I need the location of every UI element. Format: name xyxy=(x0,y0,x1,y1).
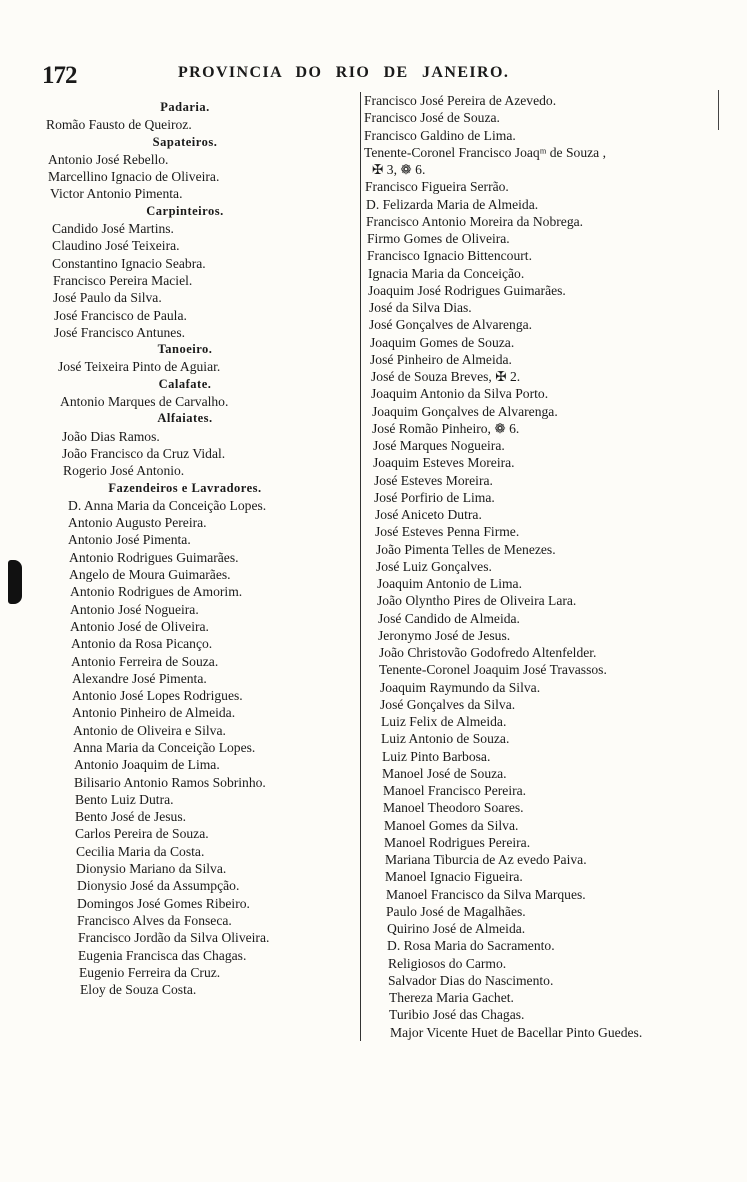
list-item: Antonio Rodrigues de Amorim. xyxy=(70,584,243,600)
list-item: Manoel Francisco da Silva Marques. xyxy=(386,886,586,902)
list-item: Antonio Ferreira de Souza. xyxy=(71,653,219,669)
list-item: Marcellino Ignacio de Oliveira. xyxy=(48,169,220,185)
list-item: Carlos Pereira de Souza. xyxy=(75,826,209,842)
list-item: João Francisco da Cruz Vidal. xyxy=(62,445,226,461)
list-item: Mariana Tiburcia de Az evedo Paiva. xyxy=(385,852,587,867)
list-item: Antonio Rodrigues Guimarães. xyxy=(69,549,239,565)
list-item: Dionysio José da Assumpção. xyxy=(77,878,240,894)
list-item: Domingos José Gomes Ribeiro. xyxy=(77,895,250,911)
list-item: Manoel Ignacio Figueira. xyxy=(385,869,523,885)
list-item: Antonio José Rebello. xyxy=(48,151,169,167)
list-item: Joaquim Gomes de Souza. xyxy=(370,334,515,350)
list-item: Antonio José Nogueira. xyxy=(70,601,199,617)
list-item: Firmo Gomes de Oliveira. xyxy=(367,231,510,246)
list-item: Quirino José de Almeida. xyxy=(387,921,526,936)
list-item: João Pimenta Telles de Menezes. xyxy=(376,541,556,557)
list-item: Angelo de Moura Guimarães. xyxy=(69,567,231,583)
left-column xyxy=(40,99,330,998)
section-heading: Fazendeiros e Lavradores. xyxy=(108,480,262,495)
section-heading: Alfaiates. xyxy=(157,411,213,426)
list-item: José Esteves Moreira. xyxy=(374,472,493,488)
list-item: Joaquim Raymundo da Silva. xyxy=(380,679,541,695)
list-item: Cecilia Maria da Costa. xyxy=(76,843,205,859)
list-item: Joaquim Antonio de Lima. xyxy=(377,576,522,591)
list-item: Antonio Pinheiro de Almeida. xyxy=(72,705,236,721)
list-item: José Porfirio de Lima. xyxy=(374,489,495,505)
list-item: Alexandre José Pimenta. xyxy=(72,670,207,686)
list-item: Eloy de Souza Costa. xyxy=(80,982,197,998)
list-item: Romão Fausto de Queiroz. xyxy=(46,117,192,133)
list-item: Tenente-Coronel Joaquim José Travassos. xyxy=(379,662,607,678)
list-item: Antonio José de Oliveira. xyxy=(70,618,209,634)
list-item: José Paulo da Silva. xyxy=(53,290,162,306)
list-item: Rogerio José Antonio. xyxy=(63,463,185,479)
list-item: Antonio Marques de Carvalho. xyxy=(60,394,229,410)
section-heading: Tanoeiro. xyxy=(157,342,213,357)
list-item: Jeronymo José de Jesus. xyxy=(378,627,511,643)
list-item: José da Silva Dias. xyxy=(369,300,472,315)
list-item: Eugenio Ferreira da Cruz. xyxy=(79,964,221,980)
list-item: Religiosos do Carmo. xyxy=(388,955,507,971)
list-item: João Olyntho Pires de Oliveira Lara. xyxy=(377,593,577,609)
list-item: Luiz Antonio de Souza. xyxy=(381,731,510,747)
list-item: Manoel Theodoro Soares. xyxy=(383,800,524,816)
list-item: Manoel Gomes da Silva. xyxy=(384,817,519,833)
list-item: Francisco Galdino de Lima. xyxy=(364,127,516,143)
list-item: Francisco Pereira Maciel. xyxy=(53,272,193,288)
section-heading: Carpinteiros. xyxy=(146,203,224,218)
list-item: Antonio Joaquim de Lima. xyxy=(74,757,220,773)
list-item: Tenente-Coronel Francisco Joaqᵐ de Souza , xyxy=(364,144,606,160)
list-item: José Luiz Gonçalves. xyxy=(376,558,492,574)
list-item: José Gonçalves de Alvarenga. xyxy=(369,317,533,333)
list-item: José Francisco de Paula. xyxy=(54,307,187,323)
list-item: Manoel José de Souza. xyxy=(382,765,507,781)
list-item: Antonio José Pimenta. xyxy=(68,532,191,548)
page-edge-mark xyxy=(718,90,722,130)
list-item: Manoel Rodrigues Pereira. xyxy=(384,834,531,850)
list-item: Salvador Dias do Nascimento. xyxy=(388,972,554,988)
list-item: Constantino Ignacio Seabra. xyxy=(52,255,206,271)
list-item: ✠ 3, ❁ 6. xyxy=(372,162,426,177)
list-item: Anna Maria da Conceição Lopes. xyxy=(73,739,256,755)
list-item: Dionysio Mariano da Silva. xyxy=(76,861,227,877)
list-item: Victor Antonio Pimenta. xyxy=(50,186,183,202)
list-item: José Teixeira Pinto de Aguiar. xyxy=(58,359,221,375)
list-item: Antonio da Rosa Picanço. xyxy=(71,636,213,652)
section-heading: Padaria. xyxy=(160,100,210,114)
list-item: Paulo José de Magalhães. xyxy=(386,903,526,919)
list-item: José Marques Nogueira. xyxy=(373,438,505,453)
list-item: Ignacia Maria da Conceição. xyxy=(368,265,525,281)
list-item: D. Felizarda Maria de Almeida. xyxy=(366,196,539,212)
list-item: Claudino José Teixeira. xyxy=(52,238,180,254)
list-item: Francisco Alves da Fonseca. xyxy=(77,912,232,928)
list-item: Luiz Felix de Almeida. xyxy=(381,714,507,729)
section-heading: Sapateiros. xyxy=(152,134,218,149)
page-number: 172 xyxy=(42,62,77,89)
list-item: Francisco Ignacio Bittencourt. xyxy=(367,248,532,264)
list-item: José Francisco Antunes. xyxy=(54,324,186,340)
list-item: José Gonçalves da Silva. xyxy=(380,696,516,712)
margin-ink-blot xyxy=(8,560,22,604)
list-item: Major Vicente Huet de Bacellar Pinto Guedes. xyxy=(390,1024,643,1040)
list-item: Bento José de Jesus. xyxy=(75,809,187,825)
list-item: Candido José Martins. xyxy=(52,221,174,237)
list-item: Francisco José de Souza. xyxy=(364,110,500,126)
page-title: PROVINCIA DO RIO DE JANEIRO. xyxy=(178,64,510,81)
list-item: Turibio José das Chagas. xyxy=(389,1007,525,1023)
section-heading: Calafate. xyxy=(158,376,212,391)
list-item: D. Anna Maria da Conceição Lopes. xyxy=(68,497,267,513)
list-item: José Aniceto Dutra. xyxy=(375,507,482,522)
list-item: Joaquim Esteves Moreira. xyxy=(373,455,515,471)
list-item: José Candido de Almeida. xyxy=(378,610,520,626)
list-item: José Romão Pinheiro, ❁ 6. xyxy=(372,420,520,436)
list-item: Francisco Figueira Serrão. xyxy=(365,179,509,195)
list-item: Antonio Augusto Pereira. xyxy=(68,515,207,531)
list-item: Francisco Antonio Moreira da Nobrega. xyxy=(366,213,584,229)
list-item: Manoel Francisco Pereira. xyxy=(383,783,527,798)
list-item: Francisco José Pereira de Azevedo. xyxy=(364,93,557,108)
list-item: João Dias Ramos. xyxy=(62,428,160,444)
list-item: Bilisario Antonio Ramos Sobrinho. xyxy=(74,774,266,790)
list-item: José de Souza Breves, ✠ 2. xyxy=(371,369,521,384)
list-item: Eugenia Francisca das Chagas. xyxy=(78,947,247,963)
list-item: Luiz Pinto Barbosa. xyxy=(382,748,491,764)
list-item: Francisco Jordão da Silva Oliveira. xyxy=(78,930,270,946)
list-item: Joaquim Antonio da Silva Porto. xyxy=(371,386,549,402)
right-column xyxy=(360,92,719,1041)
list-item: José Esteves Penna Firme. xyxy=(375,524,520,540)
list-item: D. Rosa Maria do Sacramento. xyxy=(387,938,555,954)
list-item: Antonio José Lopes Rodrigues. xyxy=(72,688,243,704)
list-item: João Christovão Godofredo Altenfelder. xyxy=(379,645,597,660)
list-item: Joaquim Gonçalves de Alvarenga. xyxy=(372,403,558,419)
list-item: Thereza Maria Gachet. xyxy=(389,990,514,1005)
list-item: José Pinheiro de Almeida. xyxy=(370,351,512,367)
list-item: Antonio de Oliveira e Silva. xyxy=(73,722,226,738)
list-item: Joaquim José Rodrigues Guimarães. xyxy=(368,282,566,298)
list-item: Bento Luiz Dutra. xyxy=(75,791,174,807)
